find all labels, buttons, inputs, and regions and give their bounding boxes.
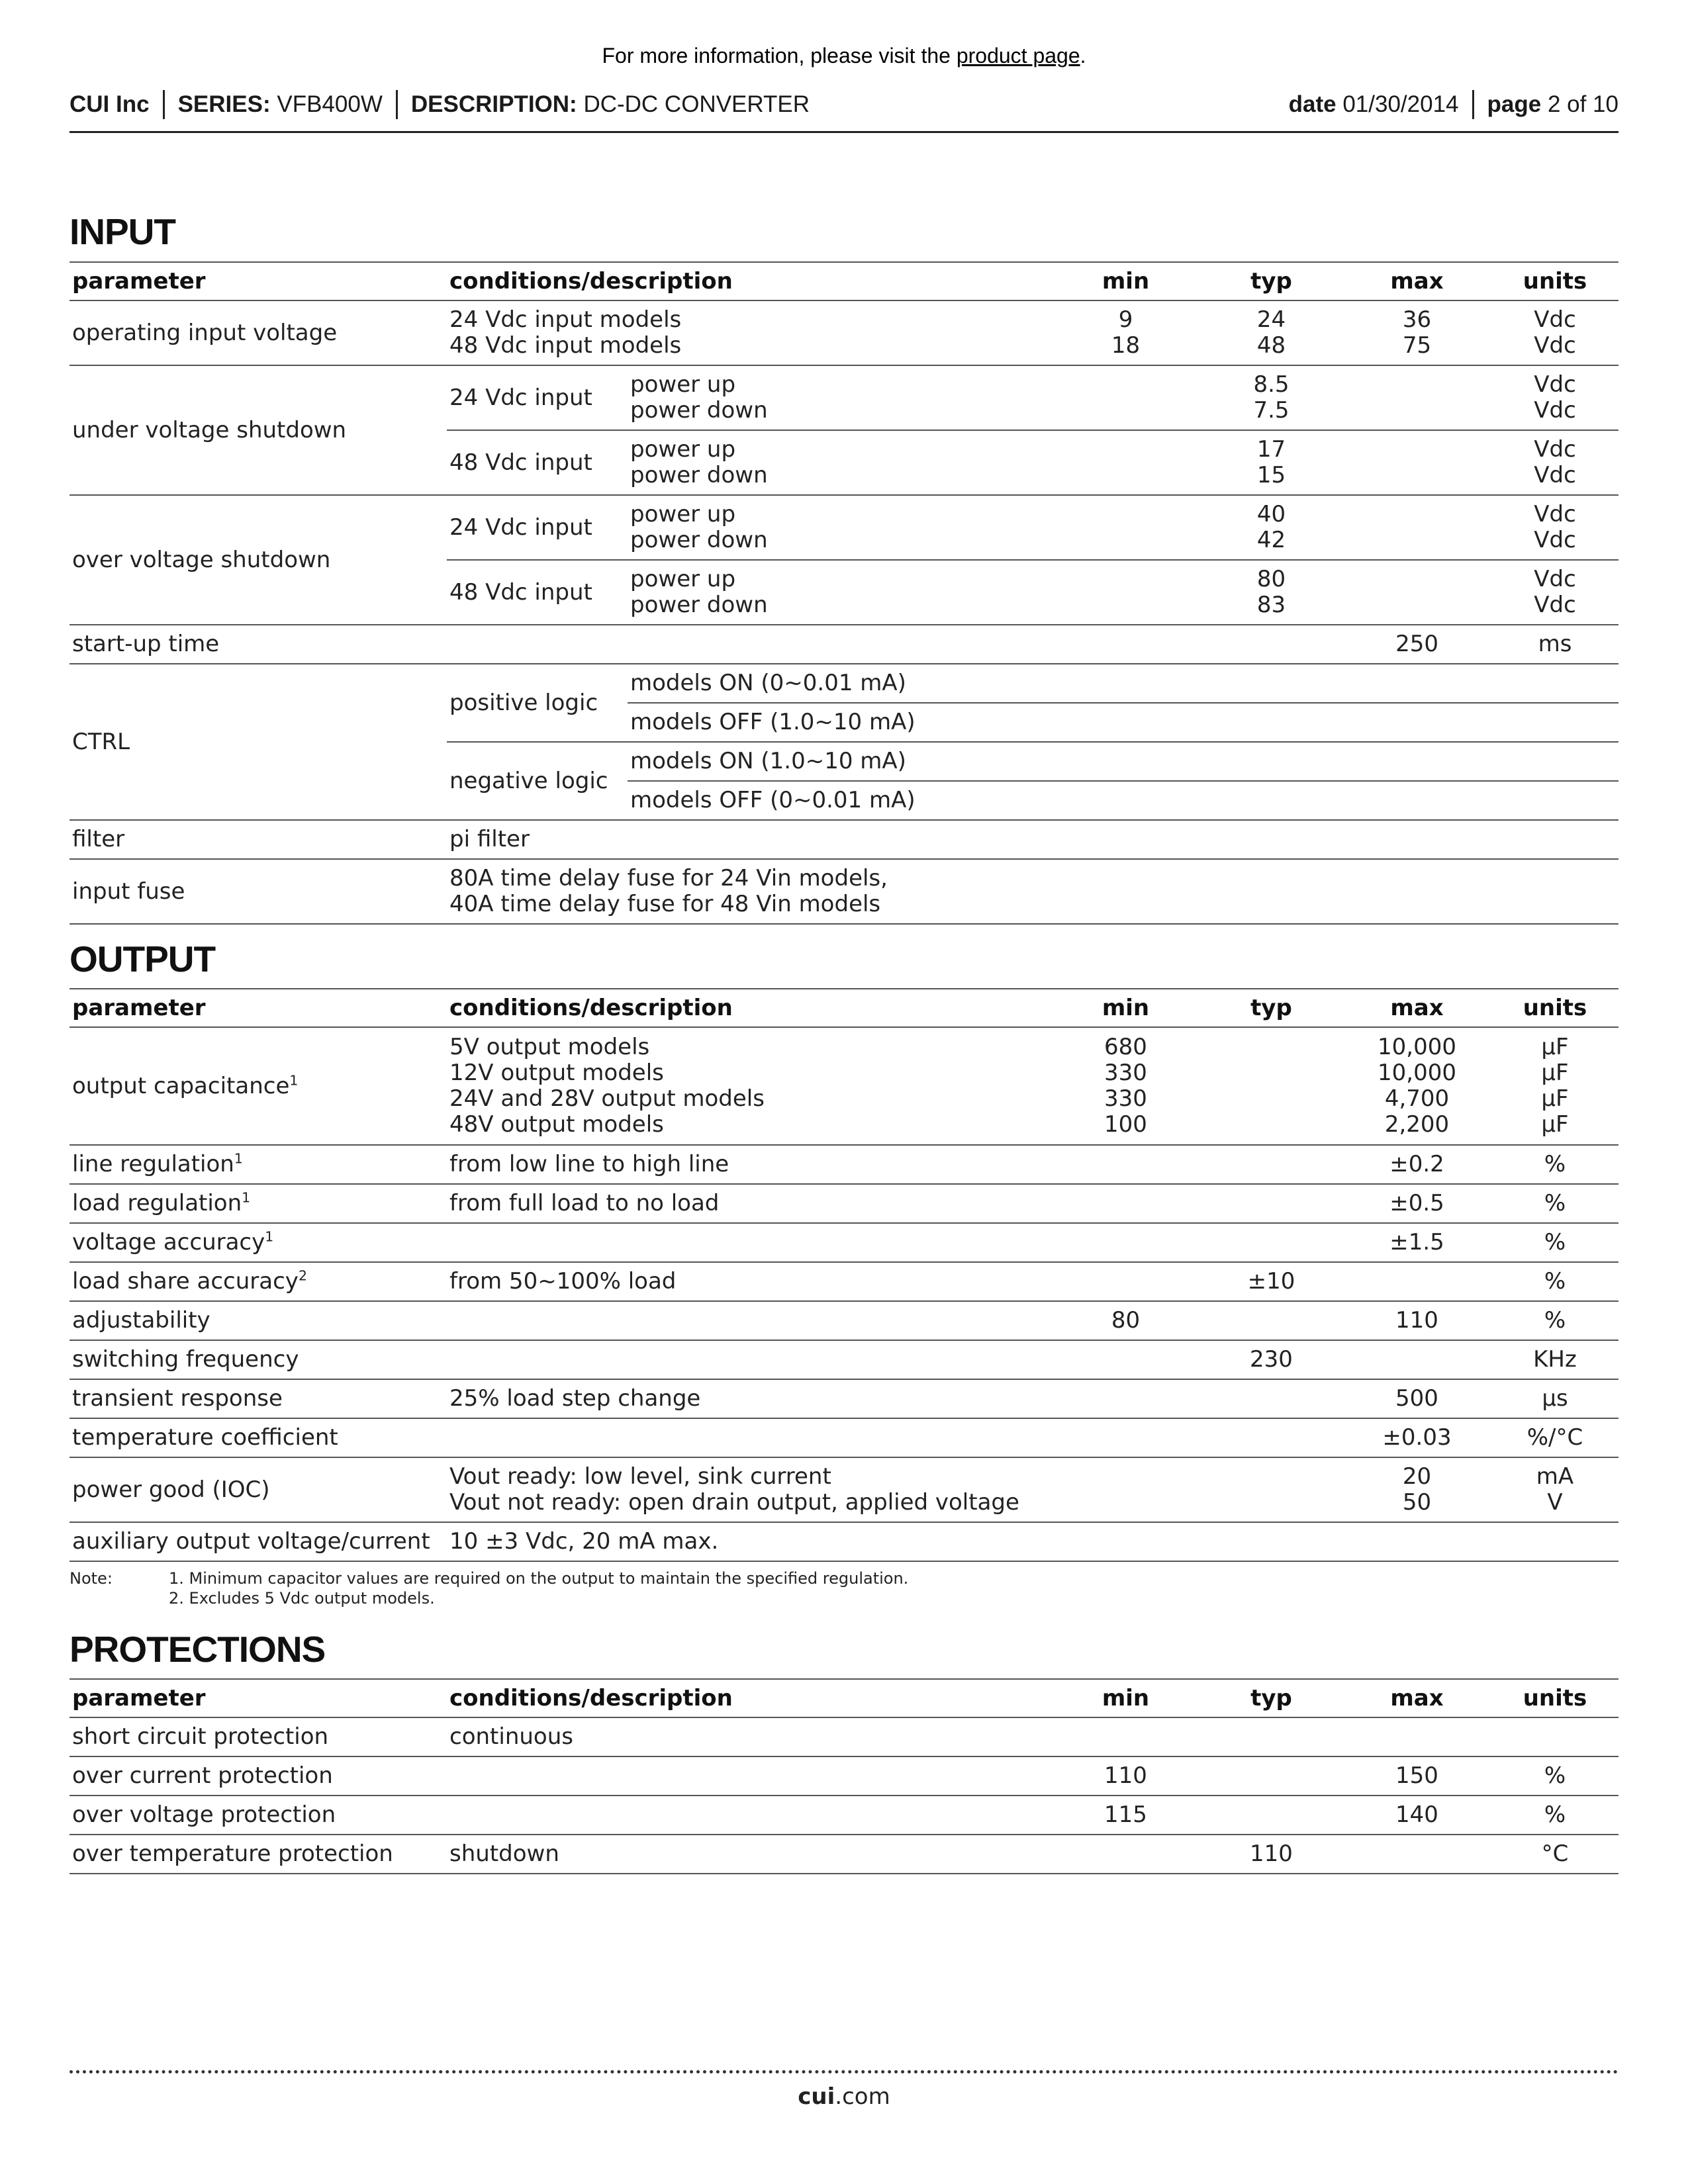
company-name: CUI Inc	[70, 91, 150, 117]
table-row: load regulation$^1$ from full load to no load ±0.5 %	[70, 1184, 1618, 1223]
footer-brand[interactable]: cui	[798, 2083, 835, 2110]
table-row: transient response 25% load step change 500 μs	[70, 1379, 1618, 1418]
table-row: 48 Vdc input power up power down 80 83 Vdc Vdc	[70, 560, 1618, 625]
page-number: 2 of 10	[1547, 91, 1618, 117]
table-row: auxiliary output voltage/current 10 ±3 Vdc, 20 mA max.	[70, 1522, 1618, 1561]
footer-divider	[70, 2070, 1618, 2073]
table-row: over current protection 110 150 %	[70, 1756, 1618, 1796]
table-row: negative logic models ON (1.0~10 mA)	[70, 742, 1618, 781]
footer: cui.com	[798, 2083, 890, 2110]
table-row: 48 Vdc input power up power down 17 15 Vdc Vdc	[70, 430, 1618, 495]
page-header	[70, 85, 1618, 133]
table-row: start-up time 250 ms	[70, 625, 1618, 664]
table-row: adjustability 80 110 %	[70, 1301, 1618, 1340]
table-row: power good (IOC) Vout ready: low level, sink current Vout not ready: open drain output, applied voltage 20 50 mA V	[70, 1457, 1618, 1522]
series-value: VFB400W	[277, 91, 383, 117]
header-divider	[396, 90, 398, 119]
table-row: input fuse 80A time delay fuse for 24 Vin models, 40A time delay fuse for 48 Vin models	[70, 859, 1618, 924]
table-row: operating input voltage 24 Vdc input models 48 Vdc input models 9 18 24 48 36 75 Vdc Vdc	[70, 300, 1618, 365]
product-page-link[interactable]: product page	[956, 44, 1080, 68]
top-note: For more information, please visit the product page.	[602, 44, 1086, 68]
header-divider	[163, 90, 165, 119]
header-divider	[1472, 90, 1474, 119]
table-header-row: parameter conditions/description min typ max units	[70, 989, 1618, 1027]
table-row: filter pi filter	[70, 820, 1618, 859]
output-spec-table	[70, 988, 1618, 1562]
table-row: models OFF (0~0.01 mA)	[70, 781, 1618, 820]
description-value: DC-DC CONVERTER	[583, 91, 810, 117]
table-row: CTRL positive logic models ON (0~0.01 mA)	[70, 664, 1618, 703]
description-label: DESCRIPTION:	[410, 91, 577, 117]
table-row: voltage accuracy$^1$ ±1.5 %	[70, 1223, 1618, 1262]
input-spec-table	[70, 261, 1618, 925]
table-row: over voltage shutdown 24 Vdc input power up power down 40 42 Vdc Vdc	[70, 495, 1618, 560]
table-row: short circuit protection continuous	[70, 1717, 1618, 1756]
table-row: over voltage protection 115 140 %	[70, 1796, 1618, 1835]
input-section-title: INPUT	[70, 211, 175, 252]
table-row: line regulation$^1$ from low line to high line ±0.2 %	[70, 1145, 1618, 1184]
protections-spec-table	[70, 1678, 1618, 1874]
date-label: date	[1288, 91, 1336, 117]
table-row: over temperature protection shutdown 110 °C	[70, 1835, 1618, 1874]
output-section-title: OUTPUT	[70, 938, 216, 979]
series-label: SERIES:	[177, 91, 271, 117]
table-header-row: parameter conditions/description min typ max units	[70, 1679, 1618, 1717]
table-header-row: parameter conditions/description min typ max units	[70, 262, 1618, 300]
date-value: 01/30/2014	[1342, 91, 1459, 117]
table-row: models OFF (1.0~10 mA)	[70, 703, 1618, 742]
table-row: output capacitance$^1$ 5V output models 12V output models 24V and 28V output models 48V output models 680 330 330 100 10,000 10,000 4,700 2,200 μF μF μF μF	[70, 1027, 1618, 1145]
table-row: under voltage shutdown 24 Vdc input power up power down 8.5 7.5 Vdc Vdc	[70, 365, 1618, 430]
protections-section-title: PROTECTIONS	[70, 1629, 326, 1670]
page-label: page	[1487, 91, 1542, 117]
table-row: temperature coefficient ±0.03 %/°C	[70, 1418, 1618, 1457]
table-row: switching frequency 230 KHz	[70, 1340, 1618, 1379]
table-row: load share accuracy$^2$ from 50~100% load ±10 %	[70, 1262, 1618, 1301]
